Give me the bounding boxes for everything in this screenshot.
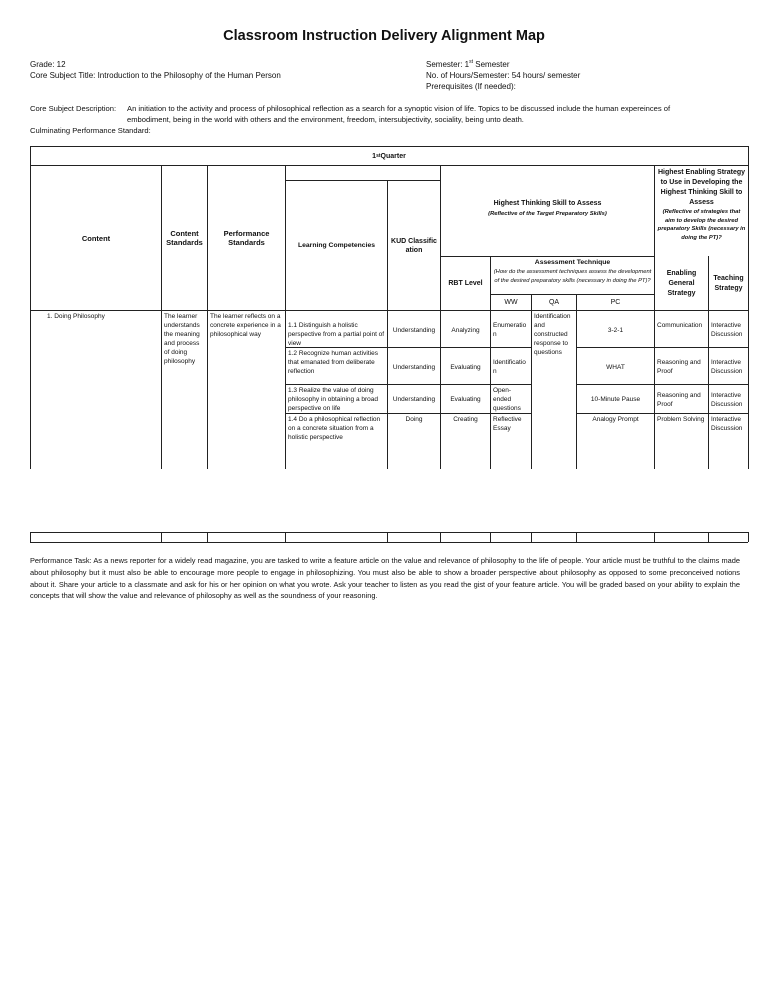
competency-3: 1.3 Realize the value of doing philosophy in obtaining a broad perspective on life	[288, 387, 378, 412]
assessment-subtitle: (How do the assessment techniques assess the development of the desired preparatory skills (necessary in doing the PT)?	[493, 269, 652, 284]
rbt-2: Evaluating	[450, 364, 481, 371]
kud-3: Understanding	[392, 396, 436, 403]
qa-cell: Identification and constructed response to questions	[534, 313, 571, 356]
description-line-2: embodiment, being in the world with others and the environment, freedom, intersubjectivity, sociality, being unto death.	[127, 115, 524, 124]
kud-2: Understanding	[392, 364, 436, 371]
enabling-1: Communication	[657, 322, 703, 329]
teaching-2: Interactive Discussion	[711, 359, 743, 375]
pc-1: 3-2-1	[607, 327, 624, 334]
teaching-4: Interactive Discussion	[711, 416, 743, 432]
culminating-standard: Culminating Performance Standard:	[30, 126, 151, 135]
rbt-1: Analyzing	[451, 327, 480, 334]
content-standard-cell: The learner understands the meaning and process of doing philosophy	[164, 313, 200, 365]
pc-2: WHAT	[606, 364, 625, 371]
col-enabling-strategy: Enabling General Strategy	[666, 269, 697, 297]
ww-4: Reflective Essay	[493, 416, 522, 432]
rbt-4: Creating	[453, 416, 478, 423]
hes-subtitle: (Reflective of strategies that aim to develop the desired preparatory Skills (necessary in doing the PT)?	[657, 209, 746, 241]
col-rbt-level: RBT Level	[448, 280, 483, 287]
enabling-2: Reasoning and Proof	[657, 359, 701, 375]
pc-4: Analogy Prompt	[592, 416, 639, 423]
description-line-1: An initiation to the activity and process of philosophical reflection as a search for a synoptic vision of life. Topics to be discussed include the human expereinces of	[127, 104, 671, 113]
grade: Grade: 12	[30, 60, 66, 69]
subject-title: Core Subject Title: Introduction to the Philosophy of the Human Person	[30, 71, 281, 80]
col-qa: QA	[548, 299, 560, 306]
col-teaching-strategy: Teaching Strategy	[713, 274, 744, 292]
performance-standard-cell: The learner reflects on a concrete experience in a philosophical way	[210, 313, 281, 338]
hes-title: Highest Enabling Strategy to Use in Developing the Highest Thinking Skill to Assess	[657, 169, 746, 206]
col-performance-standards: Performance Standards	[223, 229, 270, 247]
col-content-standards: Content Standards	[166, 229, 203, 247]
ww-1: Enumeration	[493, 322, 527, 338]
performance-task: Performance Task: As a news reporter for a widely read magazine, you are tasked to write a feature article on the value and relevance of philosophy to the life of people. Your article must be truthful to the claims made about philosophy but it must also be able to encourage more people to engage in philosophizing. You must also be able to show a broader perspective about philosophy as opposed to some preconceived notions about it. Share your article to a classmate and ask for his or her opinion on what you wrote. Ask your teacher to listen as you read the gist of your feature article. You will be graded based on your ability to explain the concepts that will show the value and relevance of philosophy as well as the soundness of your reasoning.	[30, 556, 740, 601]
teaching-3: Interactive Discussion	[711, 392, 743, 408]
ww-3: Open-ended questions	[493, 387, 521, 412]
hours-per-semester: No. of Hours/Semester: 54 hours/ semester	[426, 71, 581, 80]
description-label: Core Subject Description:	[30, 104, 117, 113]
col-pc: PC	[610, 299, 621, 306]
content-cell: 1. Doing Philosophy	[47, 313, 105, 320]
col-ww: WW	[504, 299, 518, 306]
rbt-3: Evaluating	[450, 396, 481, 403]
hts-title: Highest Thinking Skill to Assess	[493, 200, 602, 207]
ww-2: Identification	[493, 359, 526, 375]
hts-subtitle: (Reflective of the Target Preparatory Skills)	[488, 211, 607, 217]
prerequisites: Prerequisites (If needed):	[426, 82, 516, 91]
competency-1: 1.1 Distinguish a holistic perspective from a partial point of view	[288, 322, 385, 347]
pc-3: 10-Minute Pause	[590, 396, 641, 403]
semester: Semester: 1st Semester	[426, 59, 510, 69]
quarter-header: 1 st Quarter	[372, 152, 406, 160]
kud-4: Doing	[405, 416, 423, 423]
col-learning-competencies: Learning Competencies	[297, 242, 376, 249]
assessment-title: Assessment Technique	[534, 259, 611, 266]
enabling-4: Problem Solving	[657, 416, 705, 423]
competency-4: 1.4 Do a philosophical reflection on a concrete situation from a holistic perspective	[288, 416, 381, 441]
enabling-3: Reasoning and Proof	[657, 392, 701, 408]
col-content: Content	[81, 233, 111, 243]
competency-2: 1.2 Recognize human activities that emanated from deliberate reflection	[288, 350, 378, 375]
teaching-1: Interactive Discussion	[711, 322, 743, 338]
document-title: Classroom Instruction Delivery Alignment Map	[223, 28, 545, 44]
kud-1: Understanding	[392, 327, 436, 334]
col-kud: KUD Classification	[391, 237, 437, 254]
